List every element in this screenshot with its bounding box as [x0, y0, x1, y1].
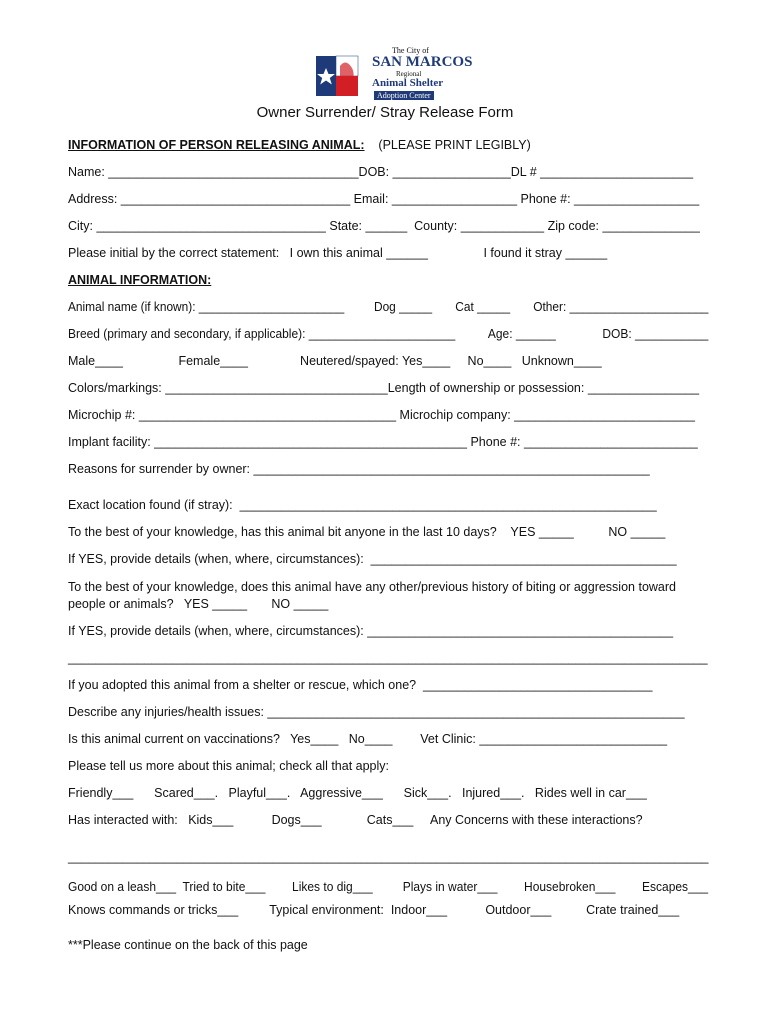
shelter-logo	[316, 46, 476, 104]
form-line-l16	[68, 552, 677, 566]
form-line-l9	[68, 354, 602, 368]
form-line-l7	[68, 300, 708, 314]
form-field-text: (PLEASE PRINT LEGIBLY)	[364, 138, 531, 152]
form-line-l1	[68, 138, 531, 152]
form-field-text: ***Please continue on the back of this page	[68, 938, 308, 952]
form-line-l22	[68, 705, 685, 719]
form-line-l27	[68, 850, 708, 864]
form-field-text: Please tell us more about this animal; check all that apply:	[68, 759, 390, 773]
form-field-text: To the best of your knowledge, has this animal bit anyone in the last 10 days? YES _____ NO _____	[68, 525, 666, 539]
form-line-l8	[68, 327, 708, 341]
form-field-text: ______________________________________________________________________________________________	[68, 850, 709, 864]
form-field-text: Colors/markings: ________________________________Length of ownership or possession: ________________	[68, 381, 700, 395]
form-line-l11	[68, 408, 695, 422]
form-field-text: If YES, provide details (when, where, circumstances): ____________________________________________	[68, 552, 677, 566]
form-field-text: Implant facility: _____________________________________________ Phone #: _________________________	[68, 435, 698, 449]
logo-city-text: The City of	[392, 46, 429, 55]
form-field-text: Describe any injuries/health issues: ____________________________________________________________	[68, 705, 685, 719]
form-line-l17	[68, 580, 676, 594]
form-line-l20	[68, 651, 708, 665]
form-field-text: Friendly___ Scared___. Playful___. Aggressive___ Sick___. Injured___. Rides well in car___	[68, 786, 647, 800]
logo-adoption-text: Adoption Center	[374, 91, 434, 100]
form-field-text: City: _________________________________ State: ______ County: ____________ Zip code: ______________	[68, 219, 700, 233]
form-field-text: Has interacted with: Kids___ Dogs___ Cats___ Any Concerns with these interactions?	[68, 813, 643, 827]
form-field-text: Good on a leash___ Tried to bite___ Likes to dig___ Plays in water___ Housebroken___ Escapes___	[68, 880, 709, 894]
form-field-text: Breed (primary and secondary, if applicable): ______________________ Age: ______ DOB: ___________	[68, 327, 709, 341]
form-line-l28	[68, 880, 708, 894]
form-field-text: Reasons for surrender by owner: _________________________________________________________	[68, 462, 650, 476]
form-field-text: Is this animal current on vaccinations? Yes____ No____ Vet Clinic: ___________________________	[68, 732, 668, 746]
form-field-text: ____________________________________________________________________________________________	[68, 651, 708, 665]
form-line-l4	[68, 219, 700, 233]
form-field-text: Exact location found (if stray): ____________________________________________________________	[68, 498, 657, 512]
form-field-text: Please initial by the correct statement: I own this animal ______ I found it stray ______	[68, 246, 608, 260]
form-line-l26	[68, 813, 643, 827]
form-field-text: To the best of your knowledge, does this animal have any other/previous history of biting or aggression toward	[68, 580, 676, 594]
form-line-l6	[68, 273, 211, 287]
section-heading: INFORMATION OF PERSON RELEASING ANIMAL:	[68, 138, 365, 152]
logo-name-text: SAN MARCOS	[372, 54, 473, 70]
form-line-l29	[68, 903, 679, 917]
form-line-l24	[68, 759, 389, 773]
logo-regional-text: Regional	[396, 70, 422, 78]
form-line-l13	[68, 462, 650, 476]
form-line-l3	[68, 192, 699, 206]
form-line-l12	[68, 435, 698, 449]
form-line-l10	[68, 381, 699, 395]
section-heading: ANIMAL INFORMATION:	[68, 273, 212, 287]
form-field-text: Knows commands or tricks___ Typical environment: Indoor___ Outdoor___ Crate trained___	[68, 903, 680, 917]
form-line-l23	[68, 732, 667, 746]
form-line-l21	[68, 678, 652, 692]
form-line-l19	[68, 624, 673, 638]
form-line-l5	[68, 246, 607, 260]
form-line-l14	[68, 498, 657, 512]
form-line-l25	[68, 786, 647, 800]
form-line-l15	[68, 525, 665, 539]
form-field-text: Microchip #: _____________________________________ Microchip company: __________________________	[68, 408, 695, 422]
form-field-text: Address: _________________________________ Email: __________________ Phone #: __________________	[68, 192, 700, 206]
form-field-text: If you adopted this animal from a shelter or rescue, which one? _________________________________	[68, 678, 653, 692]
form-line-l30	[68, 938, 308, 952]
form-field-text: people or animals? YES _____ NO _____	[68, 597, 329, 611]
form-title: Owner Surrender/ Stray Release Form	[256, 104, 514, 121]
logo-shelter-text: Animal Shelter	[372, 77, 444, 89]
form-field-text: Name: ____________________________________DOB: _________________DL # ______________________	[68, 165, 694, 179]
form-line-l18	[68, 597, 328, 611]
form-line-l2	[68, 165, 693, 179]
form-field-text: Animal name (if known): ______________________ Dog _____ Cat _____ Other: _____________________	[68, 300, 709, 314]
form-field-text: If YES, provide details (when, where, circumstances): ____________________________________________	[68, 624, 674, 638]
form-field-text: Male____ Female____ Neutered/spayed: Yes____ No____ Unknown____	[68, 354, 602, 368]
